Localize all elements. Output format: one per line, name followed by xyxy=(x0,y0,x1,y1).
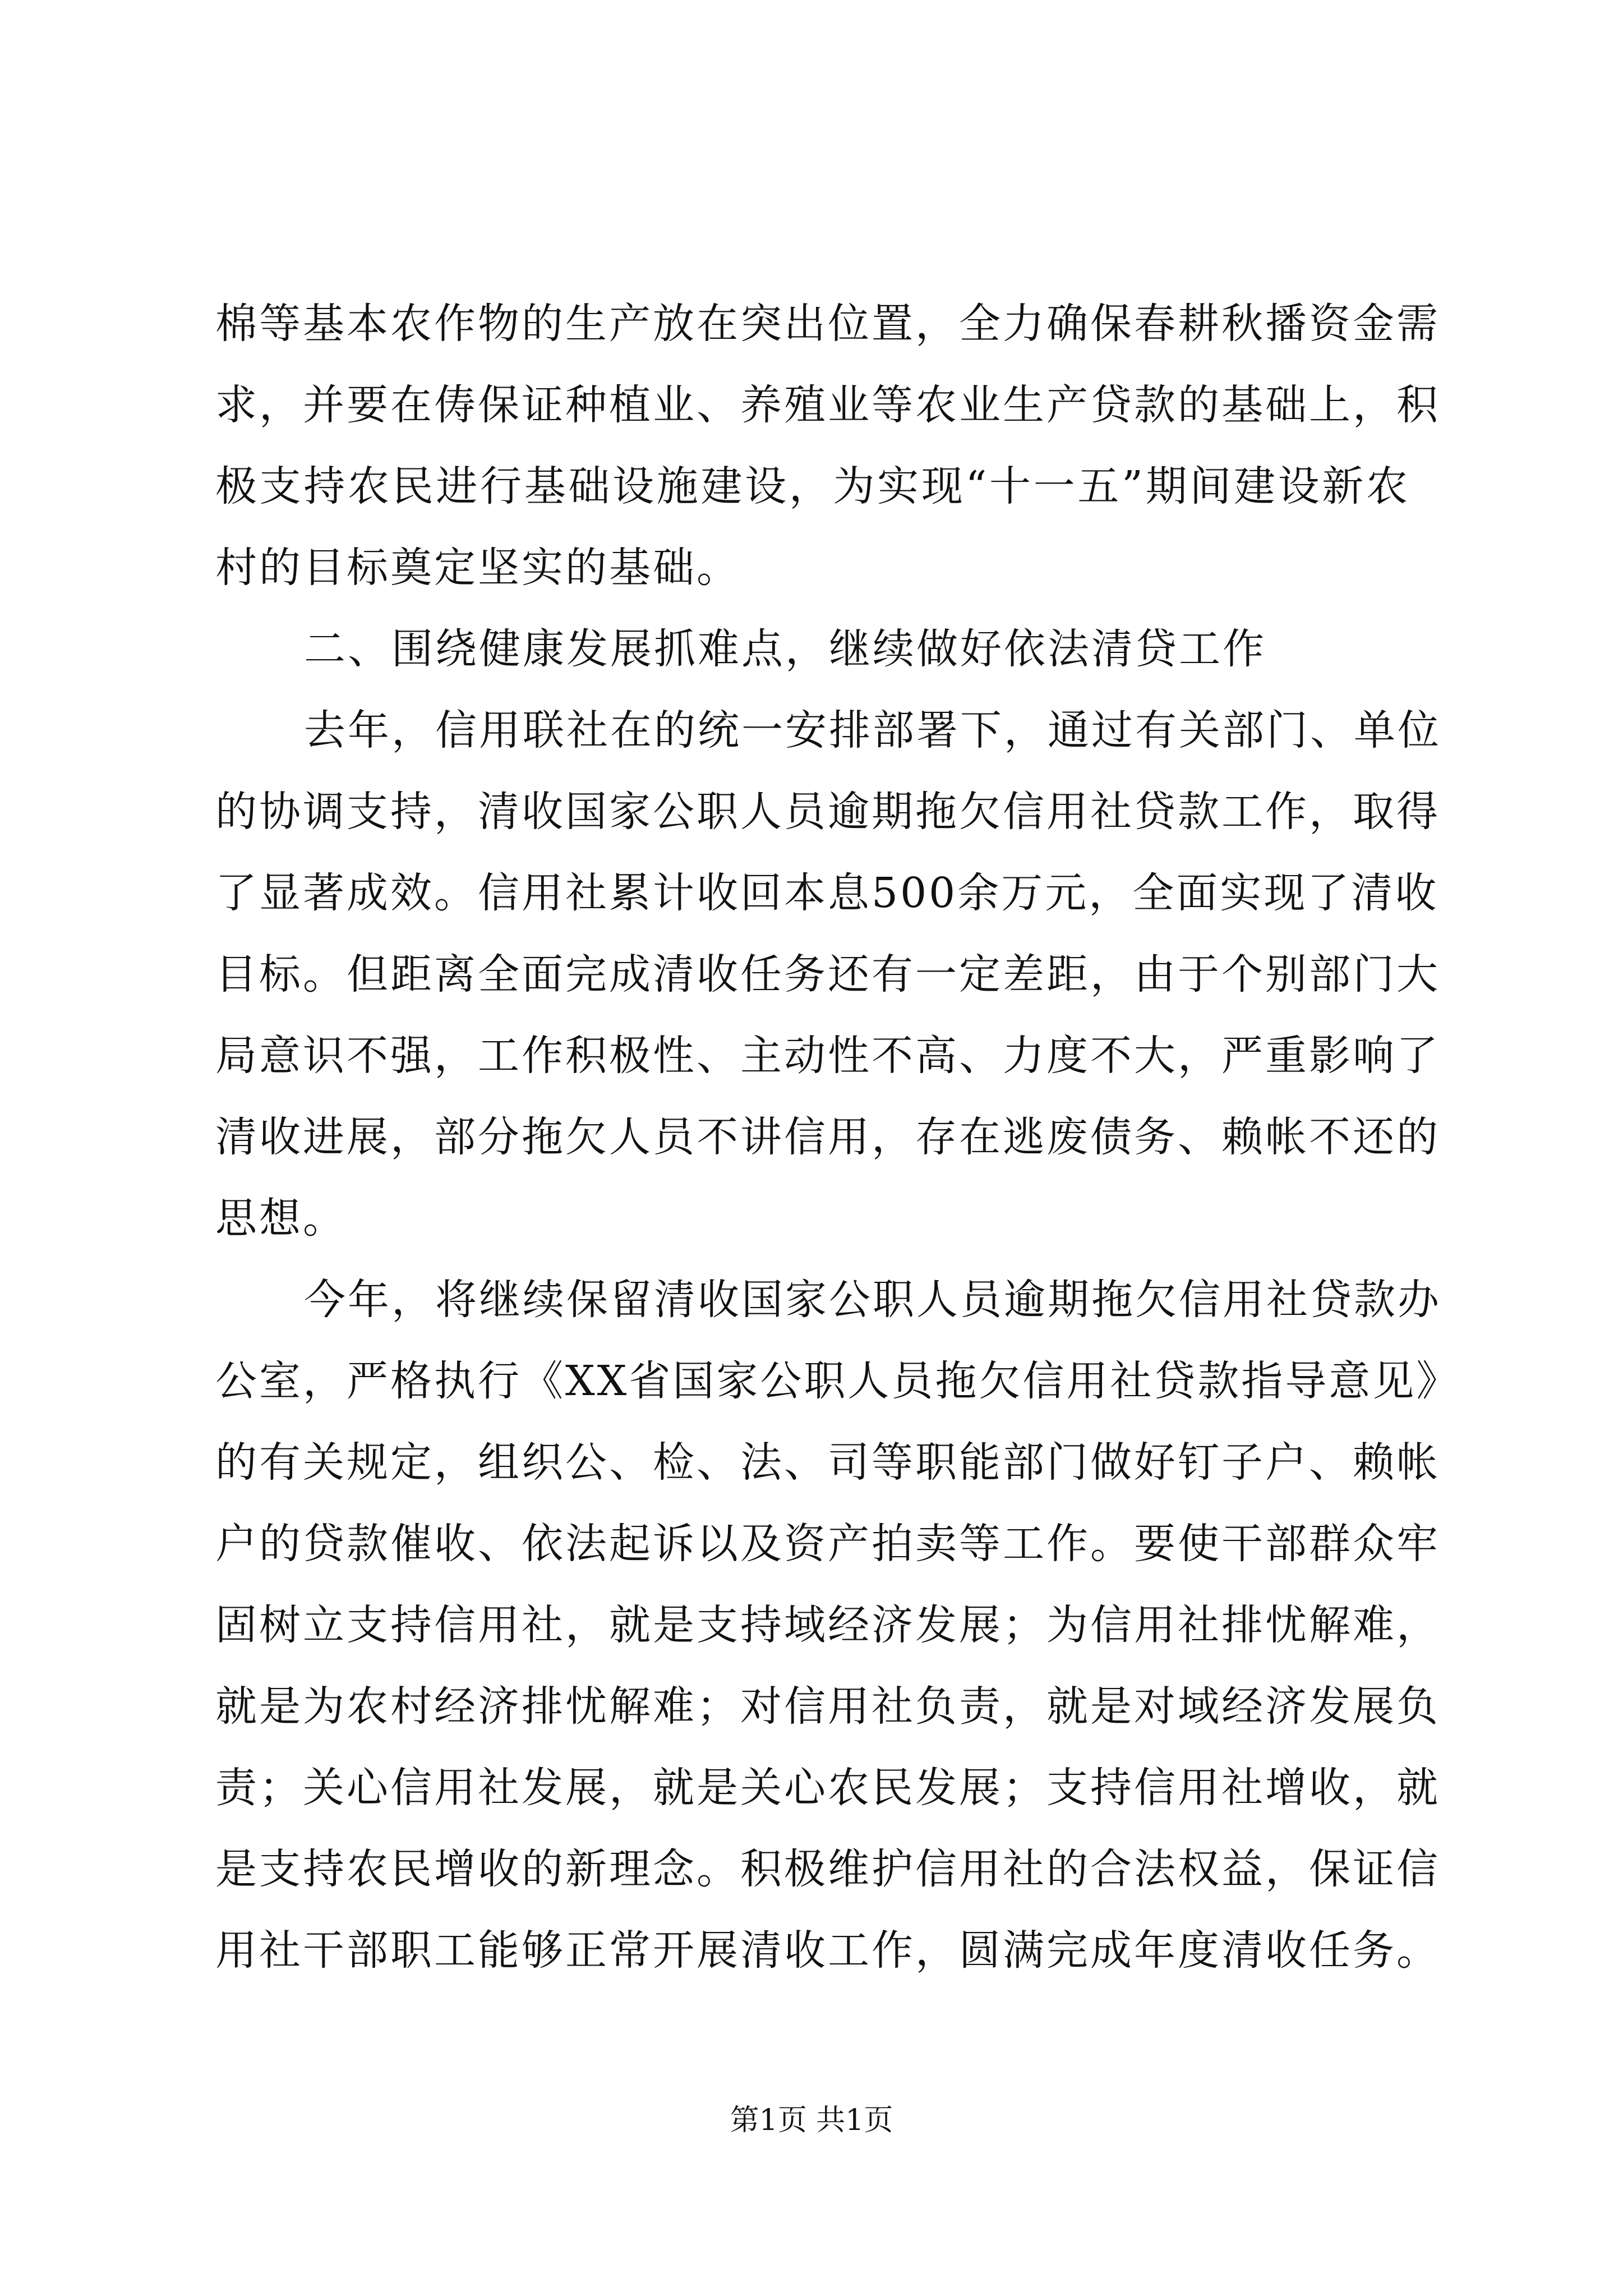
text-line: 的有关规定，组织公、检、法、司等职能部门做好钉子户、赖帐 xyxy=(215,1438,1440,1487)
text-line: 户的贷款催收、依法起诉以及资产拍卖等工作。要使干部群众牢 xyxy=(215,1520,1440,1568)
document-body xyxy=(215,283,1460,1991)
text-line: 思想。 xyxy=(215,1194,347,1243)
text-line: 目标。但距离全面完成清收任务还有一定差距，由于个别部门大 xyxy=(215,950,1440,999)
text-line: 极支持农民进行基础设施建设，为实现“十一五”期间建设新农 xyxy=(215,462,1410,510)
text-line: 公室，严格执行《XX省国家公职人员拖欠信用社贷款指导意见》 xyxy=(215,1357,1460,1405)
text-line: 去年，信用联社在的统一安排部署下，通过有关部门、单位 xyxy=(304,706,1441,754)
text-line: 局意识不强，工作积极性、主动性不高、力度不大，严重影响了 xyxy=(215,1032,1440,1080)
text-line: 棉等基本农作物的生产放在突出位置，全力确保春耕秋播资金需 xyxy=(215,300,1440,348)
text-line: 用社干部职工能够正常开展清收工作，圆满完成年度清收任务。 xyxy=(215,1926,1440,1975)
text-line: 了显著成效。信用社累计收回本息500余万元，全面实现了清收 xyxy=(215,869,1439,917)
text-line: 今年，将继续保留清收国家公职人员逾期拖欠信用社贷款办 xyxy=(304,1276,1441,1324)
text-line: 固树立支持信用社，就是支持域经济发展；为信用社排忧解难， xyxy=(215,1601,1440,1649)
text-line: 责；关心信用社发展，就是关心农民发展；支持信用社增收，就 xyxy=(215,1764,1440,1812)
text-line: 清收进展，部分拖欠人员不讲信用，存在逃废债务、赖帐不还的 xyxy=(215,1113,1440,1161)
text-line: 就是为农村经济排忧解难；对信用社负责，就是对域经济发展负 xyxy=(215,1682,1440,1731)
section-heading: 二、围绕健康发展抓难点，继续做好依法清贷工作 xyxy=(304,625,1266,673)
page-footer: 第1页 共1页 xyxy=(730,2104,893,2137)
text-line: 村的目标奠定坚实的基础。 xyxy=(215,544,740,592)
text-line: 是支持农民增收的新理念。积极维护信用社的合法权益，保证信 xyxy=(215,1845,1440,1893)
text-line: 求，并要在俦保证种植业、养殖业等农业生产贷款的基础上，积 xyxy=(215,381,1440,429)
text-line: 的协调支持，清收国家公职人员逾期拖欠信用社贷款工作，取得 xyxy=(215,788,1440,836)
